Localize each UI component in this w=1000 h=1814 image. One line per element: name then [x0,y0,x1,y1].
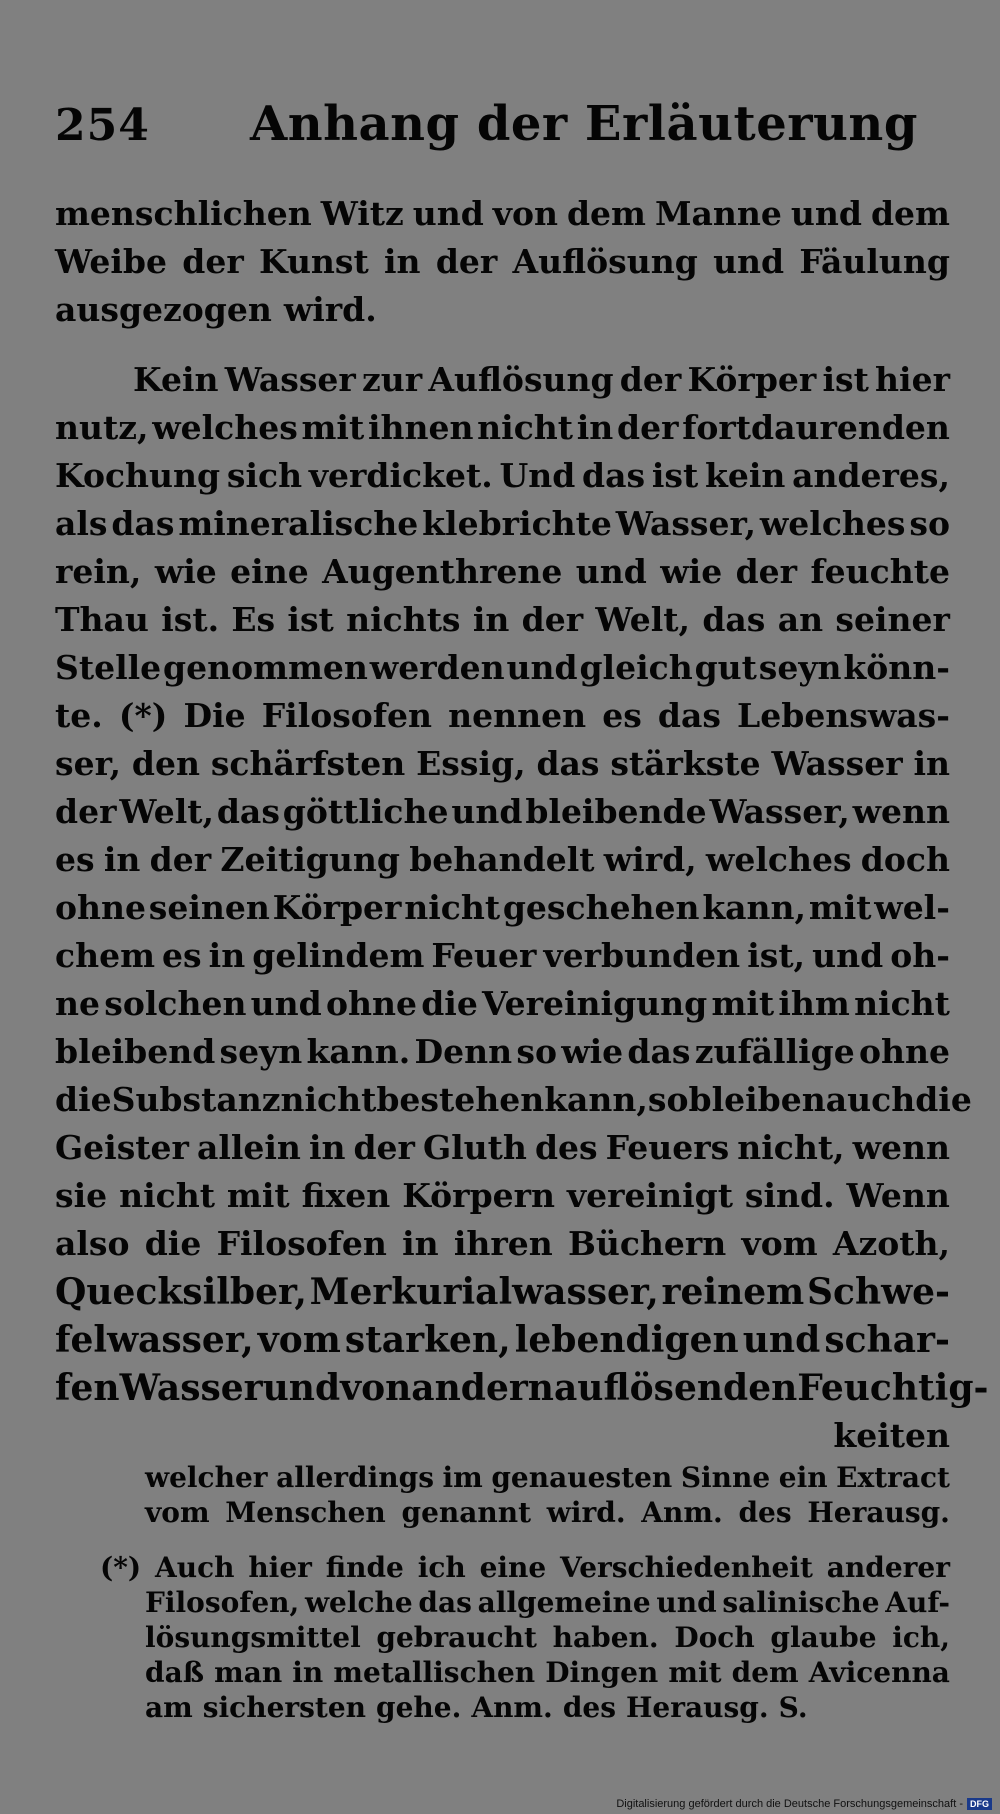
text-line: Kein Wasser zur Auflösung der Körper ist hier [133,360,950,399]
text-line: am sichersten gehe. Anm. des Herausg. S. [145,1691,808,1724]
text-line: vom Menschen genannt wird. Anm. des Herausg. [145,1496,950,1529]
text-line: also die Filosofen in ihren Büchern vom Azoth, [55,1224,950,1263]
text-line: (*) Auch hier finde ich eine Verschiedenheit anderer [100,1551,950,1584]
text-line: ne solchen und ohne die Vereinigung mit ihm nicht [55,984,950,1023]
text-line: es in der Zeitigung behandelt wird, welches doch [55,840,950,879]
text-line: Kochung sich verdicket. Und das ist kein anderes, [55,456,950,495]
text-line: Weibe der Kunst in der Auflösung und Fäulung [55,242,950,281]
text-line: felwasser, vom starken, lebendigen und schar- [55,1319,950,1361]
text-line: daß man in metallischen Dingen mit dem Avicenna [145,1656,950,1689]
text-line: Filosofen, welche das allgemeine und salinische Auf- [145,1586,950,1619]
text-line: Stelle genommen werden und gleich gut seyn könn- [55,648,950,687]
text-line: welcher allerdings im genauesten Sinne ein Extract [145,1461,950,1494]
text-line: als das mineralische klebrichte Wasser, welches so [55,504,950,543]
digitization-credit [616,1798,992,1810]
text-line: lösungsmittel gebraucht haben. Doch glaube ich, [145,1621,950,1654]
running-head: Anhang der Erläuterung [250,96,918,152]
text-line: rein, wie eine Augenthrene und wie der feuchte [55,552,950,591]
text-line: ausgezogen wird. [55,290,377,329]
text-line: Geister allein in der Gluth des Feuers nicht, wenn [55,1128,950,1167]
text-line: Thau ist. Es ist nichts in der Welt, das an seiner [55,600,950,639]
text-line: der Welt, das göttliche und bleibende Wasser, wenn [55,792,950,831]
text-line: nutz, welches mit ihnen nicht in der fortdaurenden [55,408,950,447]
text-line: ser, den schärfsten Essig, das stärkste Wasser in [55,744,950,783]
text-line: fen Wasser und von andern auflösenden Feuchtig- [55,1367,989,1409]
footnotes [100,1460,950,1725]
text-line: ohne seinen Körper nicht geschehen kann, mit wel- [55,888,950,927]
text-line: chem es in gelindem Feuer verbunden ist, und oh- [55,936,950,975]
text-line: te. (*) Die Filosofen nennen es das Lebenswas- [55,696,950,735]
text-line: sie nicht mit fixen Körpern vereinigt sind. Wenn [55,1176,950,1215]
text-line: menschlichen Witz und von dem Manne und dem [55,194,950,233]
page-number: 254 [55,100,150,151]
main-text [55,190,989,1460]
dfg-logo: DFG [967,1798,992,1810]
text-line: keiten [833,1416,950,1455]
page-header [55,92,950,162]
text-line: bleibend seyn kann. Denn so wie das zufällige ohne [55,1032,950,1071]
text-line: Quecksilber, Merkurialwasser, reinem Schwe- [55,1271,950,1313]
digitization-note: Digitalisierung gefördert durch die Deutsche Forschungsgemeinschaft - [616,1798,963,1810]
text-line: die Substanz nicht bestehen kann, so bleiben auch die [55,1080,972,1119]
